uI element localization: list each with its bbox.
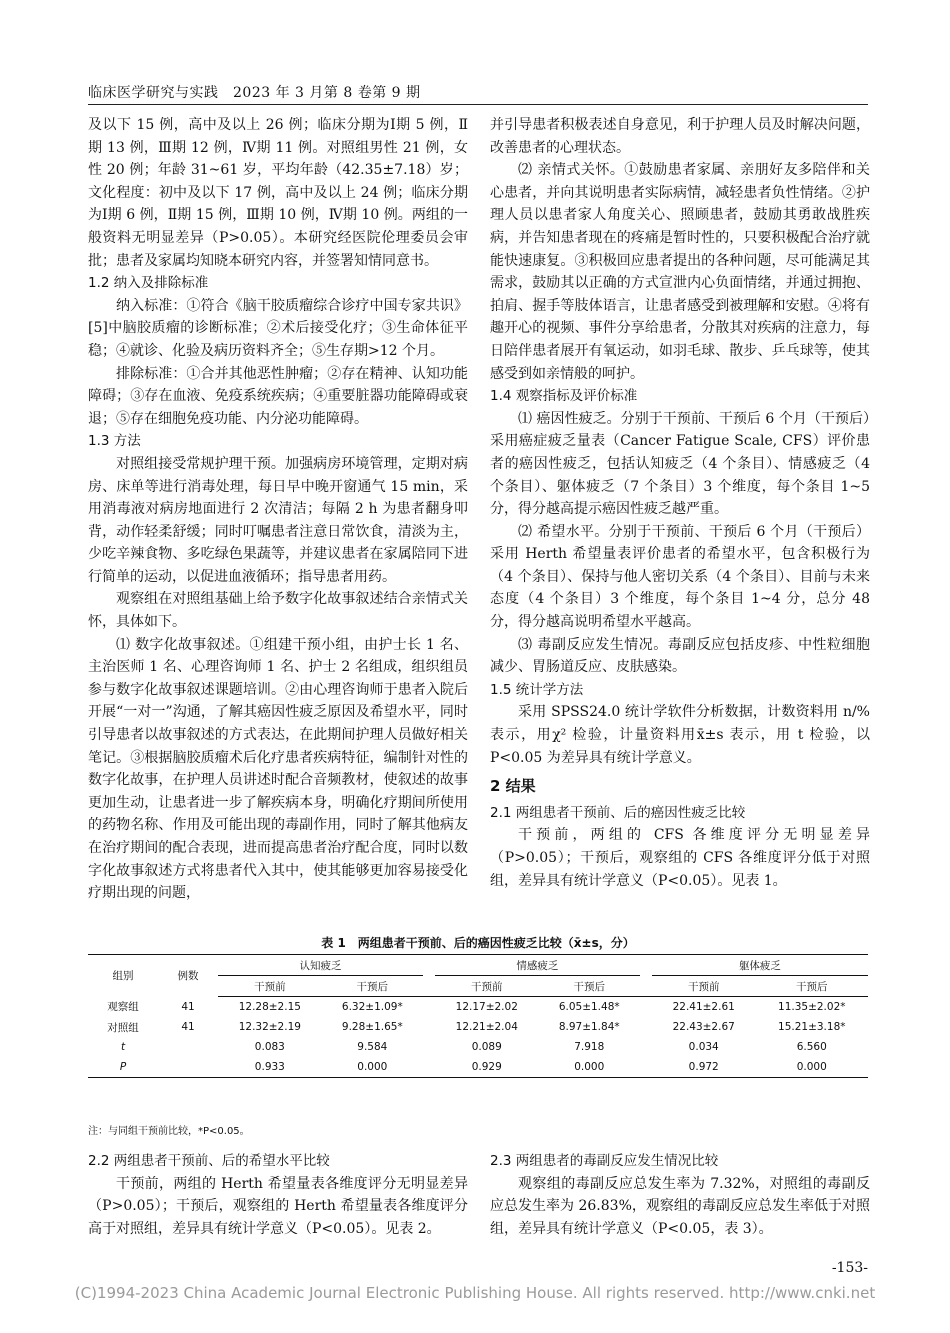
table-subheader: 干预后 [322,976,423,997]
header-rule [88,104,868,105]
paragraph: 观察组在对照组基础上给予数字化故事叙述结合亲情式关怀，具体如下。 [88,591,468,631]
table-cell: 0.034 [688,1041,719,1053]
bottom-right-column [490,1150,870,1240]
section-heading: 1.5 统计学方法 [490,681,584,698]
table-cell: 0.000 [322,1057,423,1078]
paragraph: 干预前，两组的 CFS 各维度评分无明显差异（P>0.05）；干预后，观察组的 CFS 各维度评分低于对照组，差异具有统计学意义（P<0.05）。见表 1。 [490,827,870,889]
paragraph: ⑵ 希望水平。分别于干预前、干预后 6 个月（干预后）采用 Herth 希望量表评价患者的希望水平，包含积极行为（4 个条目）、保持与他人密切关系（4 个条目）、目前与未来态度（4 个条目）3 个维度，每个条目 1~4 分，总分 48 分，得分越高说明希望水平越高。 [490,523,870,631]
table-cell: 0.000 [756,1057,868,1078]
section-heading: 1.4 观察指标及评价标准 [490,388,638,405]
paragraph: ⑴ 癌因性疲乏。分别于干预前、干预后 6 个月（干预后）采用癌症疲乏量表（Cancer Fatigue Scale, CFS）评价患者的癌因性疲乏，包括认知疲乏（4 个条目）、情感疲乏（4 个条目）、躯体疲乏（7 个条目）3 个维度，每个条目 1~5 分，得分越高提示癌因性疲乏越严重。 [490,410,870,518]
paragraph: ⑴ 数字化故事叙述。①组建干预小组，由护士长 1 名、主治医师 1 名、心理咨询师 1 名、护士 2 名组成，组织组员参与数字化故事叙述课题培训。②由心理咨询师于患者入院后开展“一对一”沟通，了解其癌因性疲乏原因及希望水平，同时引导患者以故事叙述的方式表达，在此期间护理人员做好相关笔记。③根据脑胶质瘤术后化疗患者疾病特征，编制针对性的数字化故事，在护理人员讲述时配合音频教材，使叙述的故事更加生动，让患者进一步了解疾病本身，明确化疗期间所使用的药物名称、作用及可能出现的毒副作用，同时了解其他病友在治疗期间的配合表现，进而提高患者治疗配合度，同时以数字化故事叙述方式将患者代入其中，使其能够更加容易接受化疗期出现的问题， [88,636,468,902]
section-heading: 2 结果 [490,777,536,796]
table-note: 注：与同组干预前比较，*P<0.05。 [88,1126,250,1137]
left-column [88,114,468,905]
bottom-left-column [88,1150,468,1240]
row-label: 对照组 [107,1021,139,1034]
table-cell: 11.35±2.02* [778,1001,846,1013]
paragraph: 并引导患者积极表述自身意见，利于护理人员及时解决问题，改善患者的心理状态。 [490,117,870,156]
table-cell: 7.918 [574,1041,605,1053]
table-cell: 0.000 [539,1057,640,1078]
paragraph: 纳入标准：①符合《脑干胶质瘤综合诊疗中国专家共识》[5]中脑胶质瘤的诊断标准；②术后接受化疗；③生命体征平稳；④就诊、化验及病历资料齐全；⑤生存期>12 个月。 [88,297,468,359]
table-row [88,1017,868,1037]
table-caption: 表 1 两组患者干预前、后的癌因性疲乏比较（x̄±s，分） [321,936,635,950]
table-subheader: 干预前 [652,976,756,997]
row-label: P [88,1057,158,1078]
paragraph: 干预前，两组的 Herth 希望量表各维度评分无明显差异（P>0.05）；干预后，观察组的 Herth 希望量表各维度评分高于对照组，差异具有统计学意义（P<0.05）。见表 2。 [88,1175,468,1237]
table-cell: 0.083 [254,1041,285,1053]
page-number: -153- [831,1260,868,1276]
table-cell: 12.28±2.15 [238,1001,301,1013]
table-cell: 0.089 [471,1041,502,1053]
table-cell: 9.584 [357,1041,388,1053]
section-heading: 1.2 纳入及排除标准 [88,275,209,292]
data-table [88,954,868,1078]
section-heading: 2.2 两组患者干预前、后的希望水平比较 [88,1153,330,1169]
copyright-footer: (C)1994-2023 China Academic Journal Electronic Publishing House. All rights reserved. http://www.cnki.net [74,1284,876,1302]
table-header-dimension: 认知疲乏 [218,955,423,976]
journal-header: 临床医学研究与实践 2023 年 3 月第 8 卷第 9 期 [88,85,421,101]
table-cell: 0.933 [218,1057,322,1078]
table-cell: 22.43±2.67 [672,1021,735,1033]
row-n: 41 [181,1021,195,1033]
row-n [158,1037,218,1057]
section-heading: 2.3 两组患者的毒副反应发生情况比较 [490,1153,719,1169]
paragraph: 及以下 15 例，高中及以上 26 例；临床分期为Ⅰ期 5 例，Ⅱ期 13 例，Ⅲ期 12 例，Ⅳ期 11 例。对照组男性 21 例，女性 20 例；年龄 31~61 岁，平均年龄（42.35±7.18）岁；文化程度：初中及以下 17 例，高中及以上 24 例；临床分期为Ⅰ期 6 例，Ⅱ期 15 例，Ⅲ期 10 例，Ⅳ期 10 例。两组的一般资料无明显差异（P>0.05）。本研究经医院伦理委员会审批；患者及家属均知晓本研究内容，并签署知情同意书。 [88,117,468,269]
table-cell: 15.21±3.18* [778,1021,846,1033]
table-cell: 8.97±1.84* [558,1021,620,1033]
row-label: 观察组 [107,1001,139,1014]
row-n: 41 [181,1000,195,1013]
table-subheader: 干预后 [539,976,640,997]
table-row [88,1037,868,1057]
table-cell: 6.05±1.48* [558,1001,620,1013]
table-header-group: 组别 [88,955,158,997]
section-heading: 1.3 方法 [88,433,141,450]
paragraph: 对照组接受常规护理干预。加强病房环境管理，定期对病房、床单等进行消毒处理，每日早中晚开窗通气 15 min，采用消毒液对病房地面进行 2 次清洁；每隔 2 h 为患者翻身叩背，动作轻柔舒缓；同时叮嘱患者注意日常饮食，清淡为主，少吃辛辣食物、多吃绿色果蔬等，并建议患者在家属陪同下进行简单的运动，以促进血液循环；指导患者用药。 [88,455,468,585]
table-header-dimension: 情感疲乏 [435,955,640,976]
paragraph: ⑵ 亲情式关怀。①鼓励患者家属、亲朋好友多陪伴和关心患者，并向其说明患者实际病情，减轻患者负性情绪。②护理人员以患者家人角度关心、照顾患者，鼓励其勇敢战胜疾病，并告知患者现在的疼痛是暂时性的，只要积极配合治疗就能快速康复。③积极回应患者提出的各种问题，尽可能满足其需求，鼓励其以正确的方式宣泄内心负面情绪，并通过拥抱、拍肩、握手等肢体语言，让患者感受到被理解和安慰。④将有趣开心的视频、事件分享给患者，分散其对疾病的注意力，每日陪伴患者展开有氧运动，如羽毛球、散步、乒乓球等，使其感受到如亲情般的呵护。 [490,162,870,382]
table-subheader: 干预前 [218,976,322,997]
table-cell: 12.21±2.04 [455,1021,518,1033]
table-subheader: 干预后 [756,976,868,997]
section-heading: 2.1 两组患者干预前、后的癌因性疲乏比较 [490,804,746,821]
table-cell: 6.32±1.09* [341,1001,403,1013]
table-subheader: 干预前 [435,976,539,997]
table-cell: 0.929 [435,1057,539,1078]
table-cell: 6.560 [796,1041,827,1053]
paragraph: ⑶ 毒副反应发生情况。毒副反应包括皮疹、中性粒细胞减少、胃肠道反应、皮肤感染。 [490,636,870,676]
table-cell: 12.32±2.19 [238,1021,301,1033]
table-header-n: 例数 [158,955,218,997]
table-cell: 9.28±1.65* [341,1021,403,1033]
paragraph: 排除标准：①合并其他恶性肿瘤；②存在精神、认知功能障碍；③存在血液、免疫系统疾病；④重要脏器功能障碍或衰退；⑤存在细胞免疫功能、内分泌功能障碍。 [88,365,468,427]
row-label: t [120,1041,126,1053]
table-row [88,1057,868,1078]
paragraph: 观察组的毒副反应总发生率为 7.32%，对照组的毒副反应总发生率为 26.83%，观察组的毒副反应总发生率低于对照组，差异具有统计学意义（P<0.05，表 3）。 [490,1175,870,1237]
table-cell: 22.41±2.61 [672,1001,735,1013]
table-cell: 12.17±2.02 [455,1001,518,1013]
table-row [88,997,868,1018]
paragraph: 采用 SPSS24.0 统计学软件分析数据，计数资料用 n/% 表示，用χ² 检验，计量资料用x̄±s 表示，用 t 检验，以 P<0.05 为差异具有统计学意义。 [490,704,870,766]
table-cell: 0.972 [652,1057,756,1078]
right-column [490,114,870,892]
row-n [158,1057,218,1078]
table-header-dimension: 躯体疲乏 [652,955,868,976]
